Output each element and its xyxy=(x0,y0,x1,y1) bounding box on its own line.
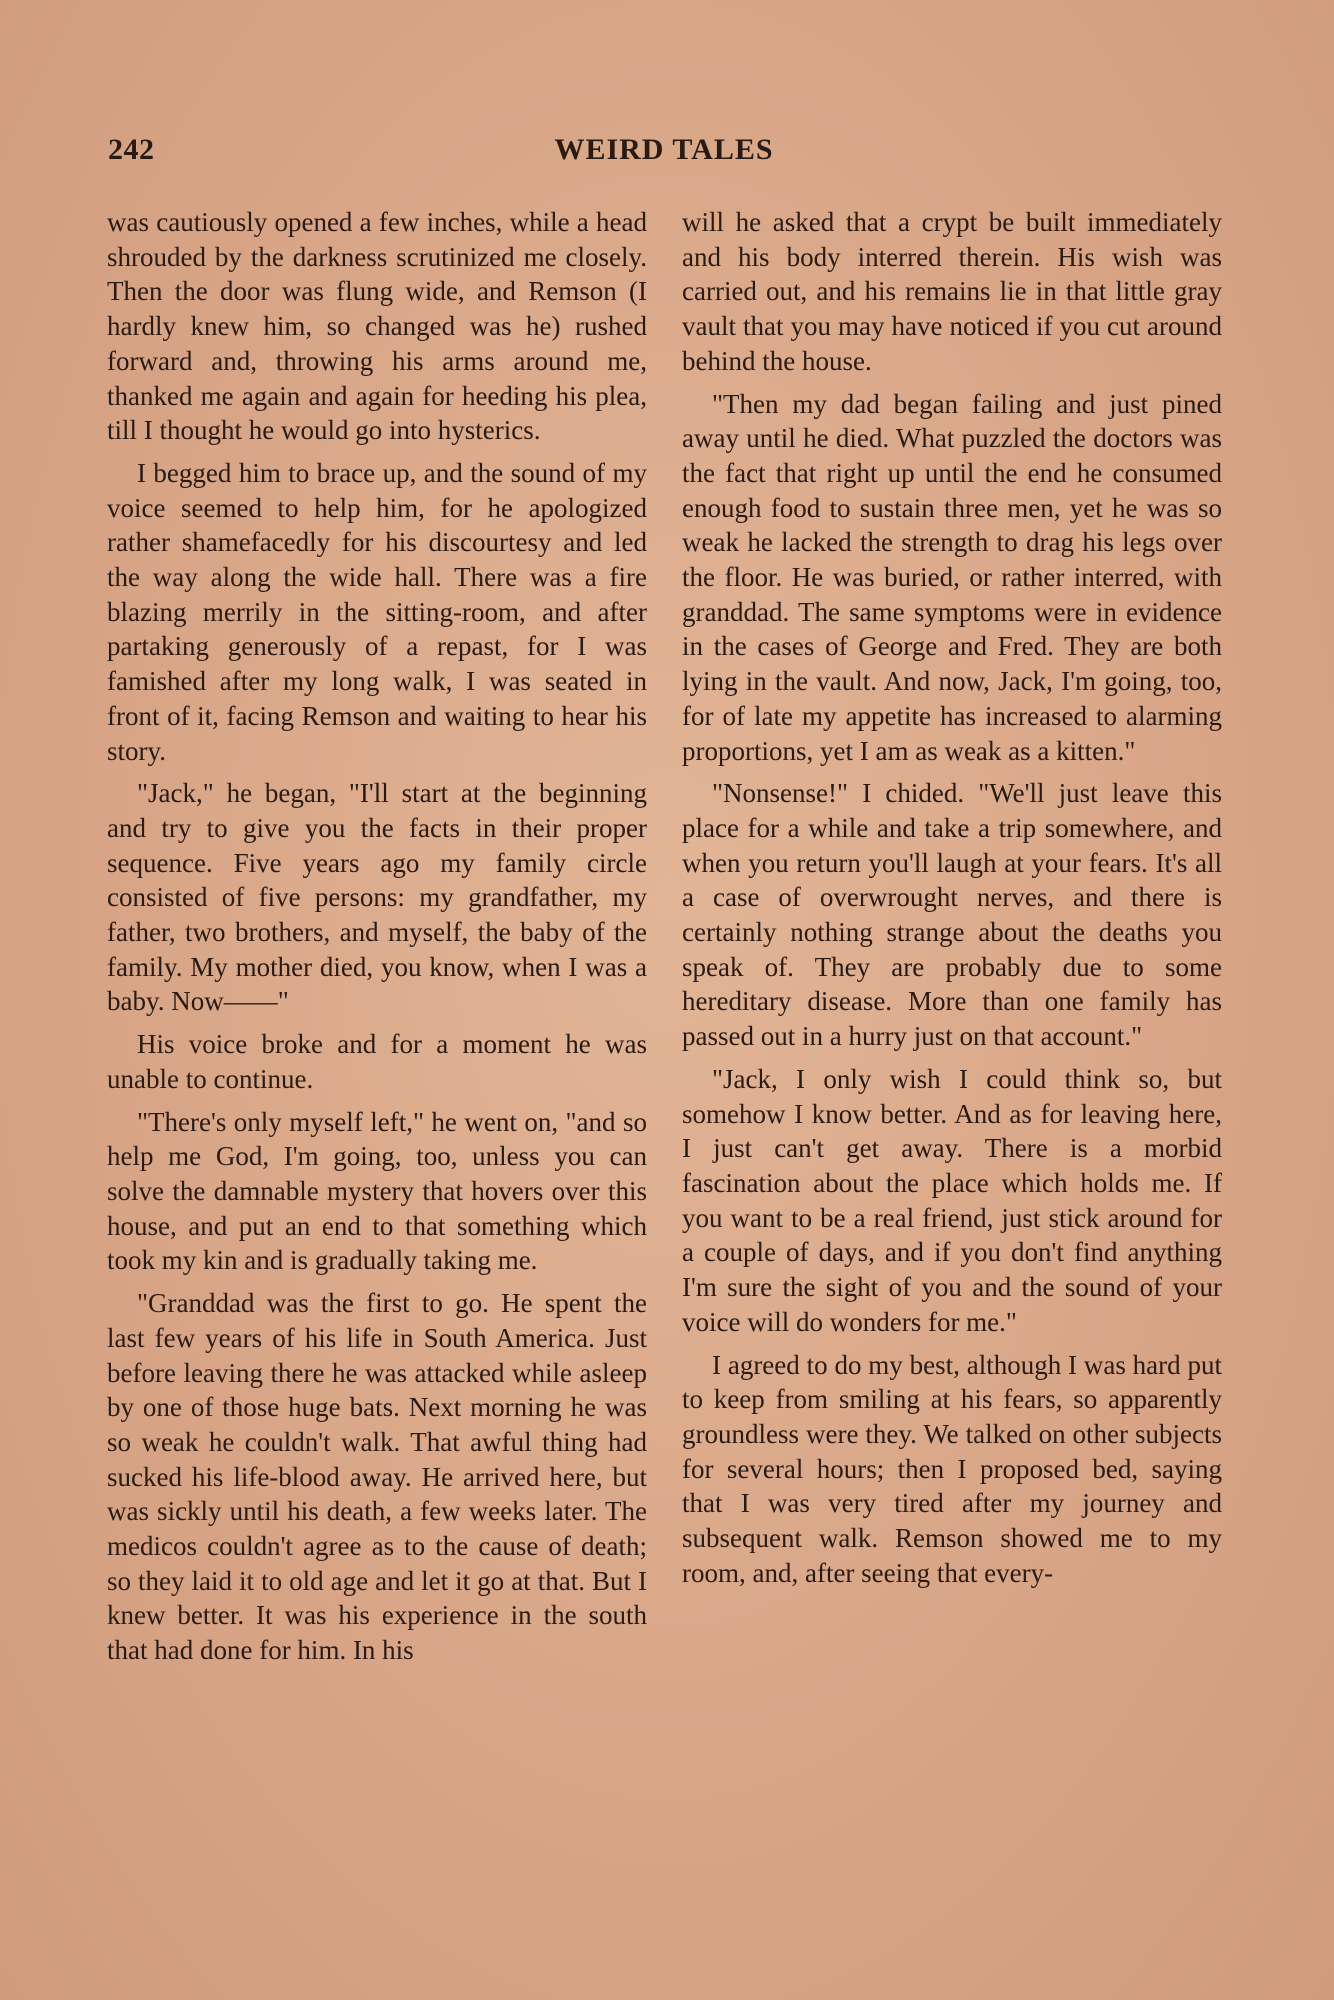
paragraph: I agreed to do my best, although I was hard put to keep from smiling at his fears, so apparently groundless were they. We talked on other subjects for several hours; then I proposed bed, saying that I was very tired after my journey and subsequent walk. Remson showed me to my room, and, after seeing that every- xyxy=(682,1349,1222,1588)
running-head xyxy=(108,133,1220,177)
right-column xyxy=(682,205,1222,1598)
paragraph: "Jack," he began, "I'll start at the beginning and try to give you the facts in their proper sequence. Five years ago my family circle consisted of five persons: my grandfather, my father, two brothers, and myself, the baby of the family. My mother died, you know, when I was a baby. Now——" xyxy=(107,778,647,1017)
page-number: 242 xyxy=(108,133,155,166)
paragraph: was cautiously opened a few inches, while a head shrouded by the darkness scrutinized me closely. Then the door was flung wide, and Remson (I hardly knew him, so changed was he) rushed forward and, throwing his arms around me, thanked me again and again for heeding his plea, till I thought he would go into hysterics. xyxy=(107,207,647,446)
paragraph: "Granddad was the first to go. He spent the last few years of his life in South America. Just before leaving there he was attacked while asleep by one of those huge bats. Next morning he was so weak he couldn't walk. That awful thing had sucked his life-blood away. He arrived here, but was sickly until his death, a few weeks later. The medicos couldn't agree as to the cause of death; so they laid it to old age and let it go at that. But I knew better. It was his experience in the south that had done for him. In his xyxy=(107,1288,647,1666)
paragraph: "Nonsense!" I chided. "We'll just leave this place for a while and take a trip somewhere, and when you return you'll laugh at your fears. It's all a case of overwrought nerves, and there is certainly nothing strange about the deaths you speak of. They are probably due to some hereditary disease. More than one family has passed out in a hurry just on that account." xyxy=(682,778,1222,1052)
paragraph: "Jack, I only wish I could think so, but somehow I know better. And as for leaving here, I just can't get away. There is a morbid fascination about the place which holds me. If you want to be a real friend, just stick around for a couple of days, and if you don't find anything I'm sure the sight of you and the sound of your voice will do wonders for me." xyxy=(682,1063,1222,1337)
journal-title: WEIRD TALES xyxy=(554,133,774,166)
left-column xyxy=(107,205,647,1676)
paragraph: I begged him to brace up, and the sound of my voice seemed to help him, for he apologized rather shamefacedly for his discourtesy and led the way along the wide hall. There was a fire blazing merrily in the sitting-room, and after partaking generously of a repast, for I was famished after my long walk, I was seated in front of it, facing Remson and waiting to hear his story. xyxy=(107,457,647,766)
paragraph: His voice broke and for a moment he was unable to continue. xyxy=(107,1029,647,1094)
paragraph: "Then my dad began failing and just pined away until he died. What puzzled the doctors was the fact that right up until the end he consumed enough food to sustain three men, yet he was so weak he lacked the strength to drag his legs over the floor. He was buried, or rather interred, with granddad. The same symptoms were in evidence in the cases of George and Fred. They are both lying in the vault. And now, Jack, I'm going, too, for of late my appetite has increased to alarming proportions, yet I am as weak as a kitten." xyxy=(682,388,1222,766)
paragraph: "There's only myself left," he went on, "and so help me God, I'm going, too, unless you can solve the damnable mystery that hovers over this house, and put an end to that something which took my kin and is gradually taking me. xyxy=(107,1106,647,1276)
paragraph: will he asked that a crypt be built immediately and his body interred therein. His wish was carried out, and his remains lie in that little gray vault that you may have noticed if you cut around behind the house. xyxy=(682,207,1222,376)
